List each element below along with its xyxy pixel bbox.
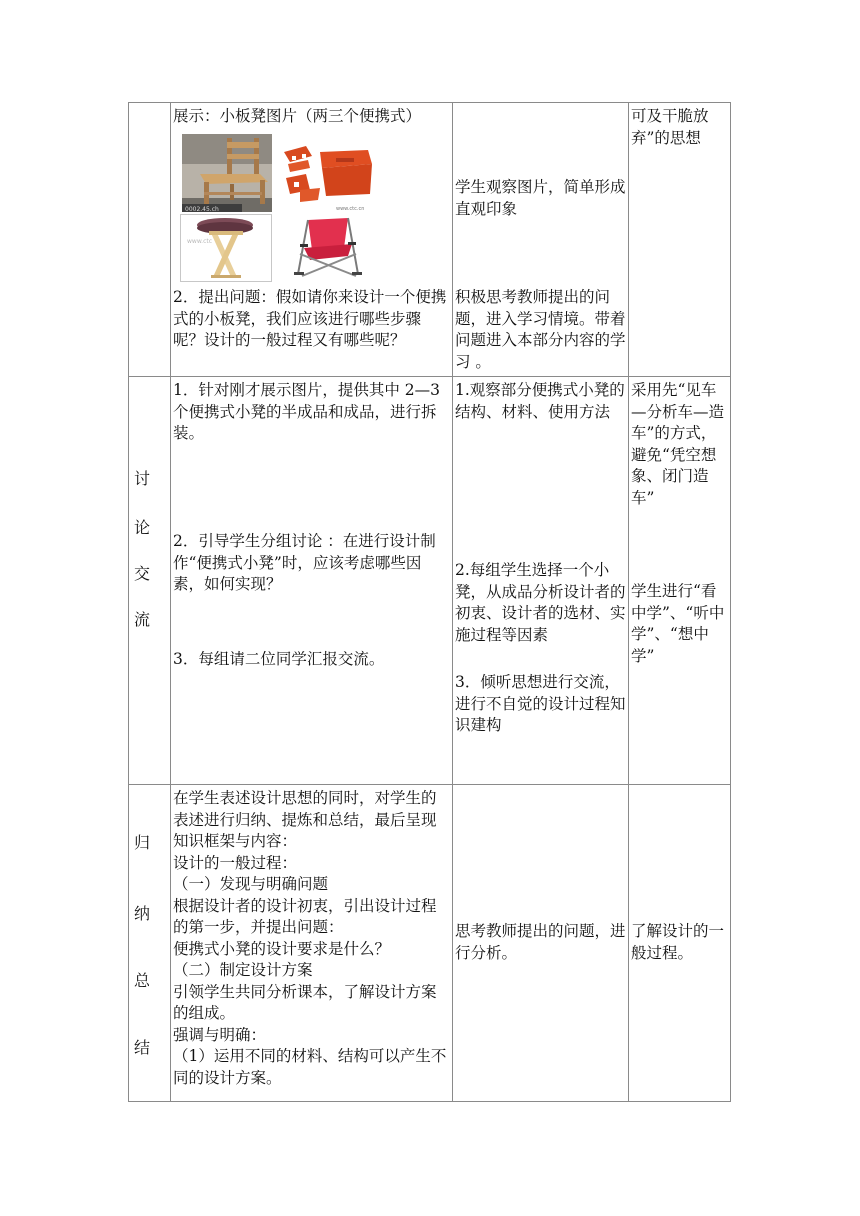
row3-label-char-1: 归 <box>134 833 151 852</box>
cushion-stool-photo <box>180 214 272 282</box>
photo-watermark: www.ctc <box>187 238 213 245</box>
row1-design-intent: 可及干脆放弃”的思想 <box>631 107 709 147</box>
row-divider-1 <box>128 376 731 377</box>
table-border-bottom <box>128 1101 731 1102</box>
row1-question-text: 2．提出问题：假如请你来设计一个便携式的小板凳，我们应该进行哪些步骤呢？设计的一般过程又有哪些呢？ <box>173 288 447 349</box>
row1-student-think: 积极思考教师提出的问题，进入学习情境。带着问题进入本部分内容的学习 。 <box>455 288 626 371</box>
row2-label-char-2: 论 <box>134 518 151 537</box>
row3-teacher-summary: 在学生表述设计思想的同时，对学生的表述进行归纳、提炼和总结，最后呈现知识框架与内容： 设计的一般过程： （一）发现与明确问题 根据设计者的设计初衷，引出设计过程的第一步，并提出问题： 便携式小凳的设计要求是什么？ （二）制定设计方案 引领学生共同分析课本，了解设计方案的组成。 强调与明确： （1）运用不同的材料、结构可以产生不同的设计方案。 <box>173 789 447 1087</box>
row1-display-instruction: 展示：小板凳图片（两三个便携式） <box>173 107 422 125</box>
row3-label-char-2: 纳 <box>134 904 151 923</box>
row3-label-char-4: 结 <box>134 1038 151 1057</box>
table-border-left <box>128 102 129 1102</box>
row2-label-char-1: 讨 <box>134 469 151 488</box>
red-camping-chair-photo <box>286 214 372 282</box>
row2-teacher-step-1: 1．针对刚才展示图片，提供其中 2—3 个便携式小凳的半成品和成品，进行拆装。 <box>173 381 445 442</box>
svg-text:0002.45.ch: 0002.45.ch <box>185 206 219 212</box>
row3-label-char-3: 总 <box>134 971 151 990</box>
row2-design-intent-2: 学生进行“看中学”、“听中学”、“想中学” <box>631 582 725 665</box>
row2-student-step-3: 3．倾听思想进行交流，进行不自觉的设计过程知识建构 <box>455 673 626 734</box>
lesson-plan-table <box>128 102 731 1102</box>
svg-text:www.ctc.cn: www.ctc.cn <box>336 206 365 212</box>
column-divider-3 <box>628 102 629 1102</box>
orange-folding-stool-photo <box>276 134 376 212</box>
row1-student-observe: 学生观察图片，简单形成直观印象 <box>455 178 626 218</box>
row2-student-step-1: 1.观察部分便携式小凳的结构、材料、使用方法 <box>455 381 625 421</box>
row3-student-analysis: 思考教师提出的问题，进行分析。 <box>455 922 626 962</box>
row2-label-char-4: 流 <box>134 610 151 629</box>
row2-label-char-3: 交 <box>134 564 151 583</box>
column-divider-2 <box>452 102 453 1102</box>
column-divider-1 <box>170 102 171 1102</box>
table-border-right <box>730 102 731 1102</box>
row2-design-intent-1: 采用先“见车—分析车—造车”的方式，避免“凭空想象、闭门造车” <box>631 381 725 507</box>
row2-student-step-2: 2.每组学生选择一个小凳，从成品分析设计者的初衷、设计者的选材、实施过程等因素 <box>455 561 626 644</box>
row2-teacher-step-2: 2．引导学生分组讨论 ：在进行设计制作“便携式小凳”时，应该考虑哪些因素，如何实现？ <box>173 532 436 593</box>
wooden-chair-photo <box>182 134 272 212</box>
row-divider-2 <box>128 784 731 785</box>
row2-teacher-step-3: 3．每组请二位同学汇报交流。 <box>173 650 385 668</box>
table-border-top <box>128 102 731 103</box>
row3-design-intent: 了解设计的一般过程。 <box>631 922 725 962</box>
